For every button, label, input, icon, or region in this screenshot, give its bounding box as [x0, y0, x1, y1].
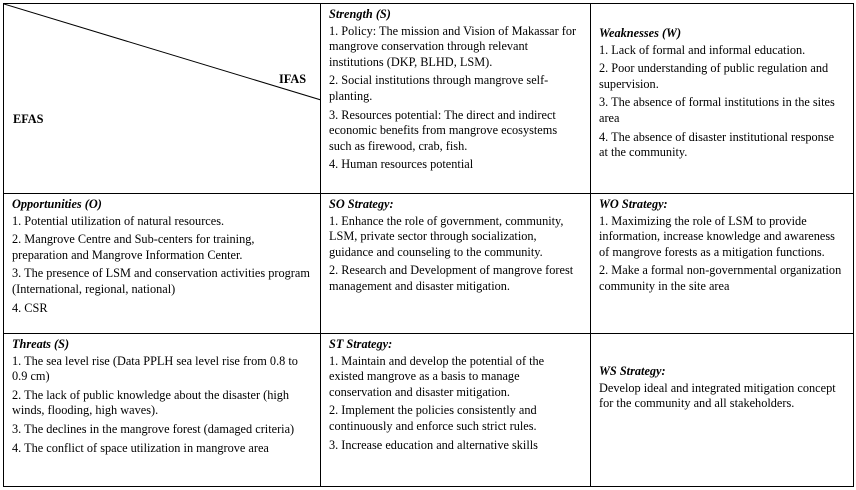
st-strategy-item: 1. Maintain and develop the potential of the existed mangrove as a basis to manage conservation and disaster mitigation.: [329, 353, 545, 399]
weaknesses-item: 4. The absence of disaster institutional response at the community.: [599, 129, 835, 160]
weaknesses-item: 2. Poor understanding of public regulation and supervision.: [599, 61, 829, 91]
strength-cell: [321, 4, 591, 194]
wo-strategy-item: 1. Maximizing the role of LSM to provide information, increase knowledge and awareness of mangrove forests as a mitigation functions.: [599, 213, 835, 259]
weaknesses-header: Weaknesses (W): [599, 26, 682, 40]
opportunities-item: 3. The presence of LSM and conservation activities program (International, regional, national): [12, 266, 310, 296]
opportunities-item: 4. CSR: [12, 300, 48, 315]
strength-item: 4. Human resources potential: [329, 157, 474, 172]
threats-cell: [4, 334, 321, 487]
swot-matrix-container: [3, 3, 854, 487]
efas-label: EFAS: [13, 112, 44, 126]
weaknesses-item: 3. The absence of formal institutions in the sites area: [599, 95, 835, 125]
st-strategy-item: 2. Implement the policies consistently and continuously and enforce such strict rules.: [329, 403, 537, 433]
ifas-label: IFAS: [279, 72, 307, 86]
threats-item: 2. The lack of public knowledge about the disaster (high winds, flooding, high waves).: [12, 387, 290, 418]
strength-item: 1. Policy: The mission and Vision of Makassar for mangrove conservation through relevant institutions (DKP, BLHD, LSM).: [329, 23, 577, 69]
weaknesses-cell: [591, 4, 854, 194]
so-strategy-item: 1. Enhance the role of government, community, LSM, private sector through socialization, guidance and counseling to the community.: [329, 213, 564, 259]
threats-item: 3. The declines in the mangrove forest (damaged criteria): [12, 421, 295, 436]
swot-matrix-table: [3, 3, 854, 487]
table-row-internal-factors: [4, 4, 854, 194]
st-strategy-cell: [321, 334, 591, 487]
wo-strategy-cell: [591, 194, 854, 334]
strength-item: 2. Social institutions through mangrove self-planting.: [329, 73, 549, 103]
table-row-opportunities: [4, 194, 854, 334]
so-strategy-cell: [321, 194, 591, 334]
so-strategy-header: SO Strategy:: [329, 197, 394, 211]
wo-strategy-item: 2. Make a formal non-governmental organization community in the site area: [599, 263, 842, 293]
wo-strategy-header: WO Strategy:: [599, 197, 668, 211]
threats-item: 1. The sea level rise (Data PPLH sea level rise from 0.8 to 0.9 cm): [12, 353, 298, 384]
table-row-threats: [4, 334, 854, 487]
ws-strategy-text: Develop ideal and integrated mitigation concept for the community and all stakeholders.: [599, 380, 836, 411]
opportunities-item: 2. Mangrove Centre and Sub-centers for training, preparation and Mangrove Information Center.: [12, 232, 255, 262]
ws-strategy-header: WS Strategy:: [599, 364, 666, 378]
ws-strategy-cell: [591, 334, 854, 487]
corner-cell: [4, 4, 321, 194]
opportunities-cell: [4, 194, 321, 334]
strength-item: 3. Resources potential: The direct and indirect economic benefits from mangrove ecosystems such as firewood, crab, fish.: [329, 107, 558, 153]
st-strategy-item: 3. Increase education and alternative skills: [329, 437, 538, 452]
diagonal-divider: [4, 4, 321, 194]
threats-item: 4. The conflict of space utilization in mangrove area: [12, 440, 269, 455]
opportunities-item: 1. Potential utilization of natural resources.: [12, 213, 225, 228]
strength-header: Strength (S): [329, 7, 391, 21]
threats-header: Threats (S): [12, 337, 70, 351]
opportunities-header: Opportunities (O): [12, 197, 102, 211]
so-strategy-item: 2. Research and Development of mangrove forest management and disaster mitigation.: [329, 263, 574, 293]
st-strategy-header: ST Strategy:: [329, 337, 393, 351]
weaknesses-item: 1. Lack of formal and informal education.: [599, 42, 806, 57]
